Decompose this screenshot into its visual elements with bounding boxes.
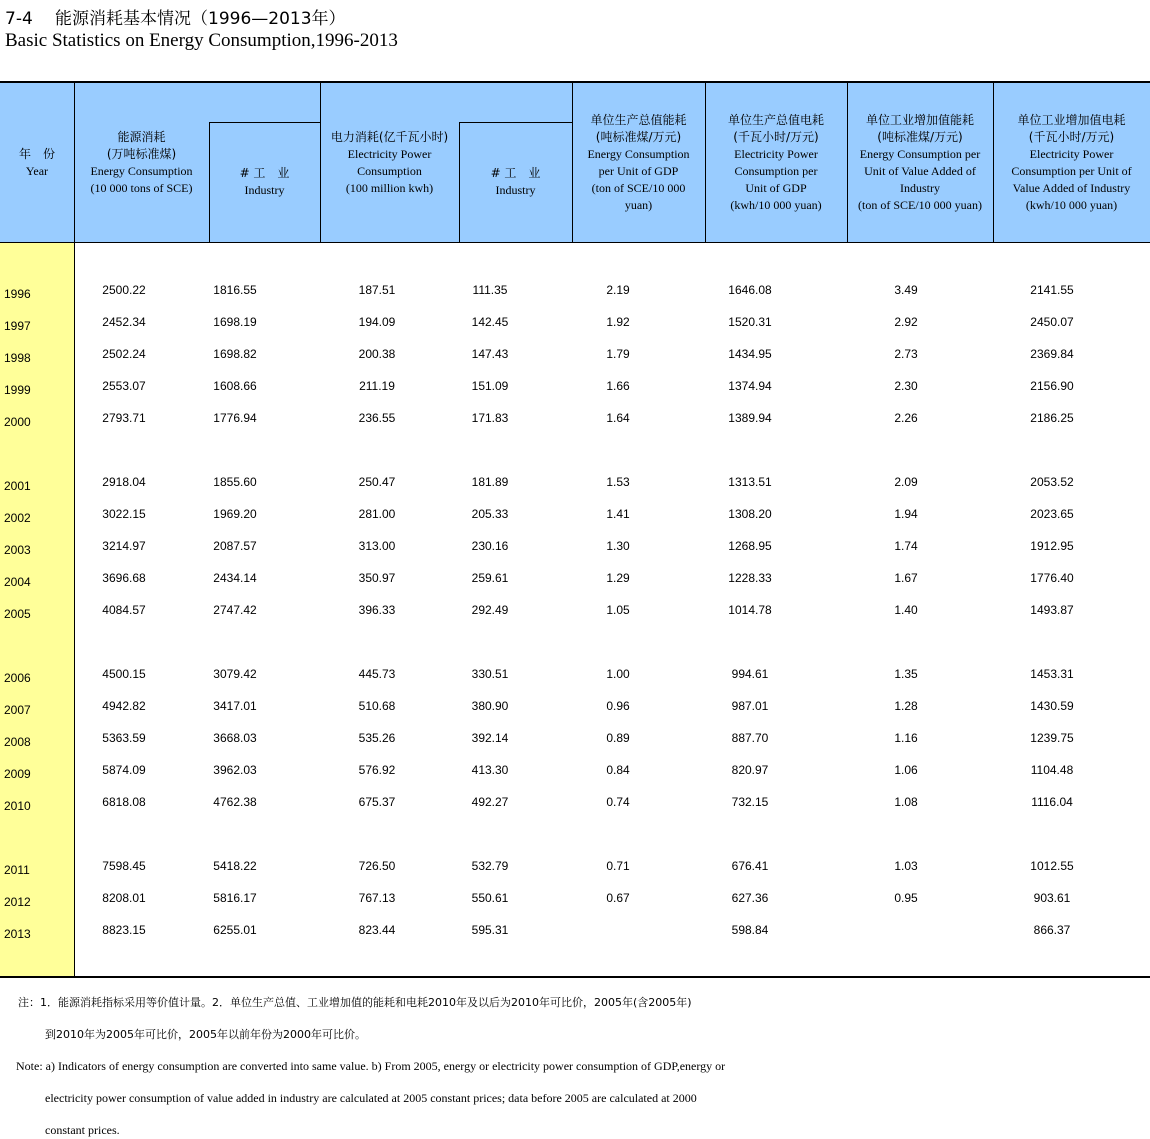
cell-year: 2010 bbox=[4, 799, 31, 813]
header-power-per-industry-en3: Value Added of Industry bbox=[1012, 180, 1131, 195]
cell-year: 1997 bbox=[4, 319, 31, 333]
cell-energy-per-industry: 2.09 bbox=[894, 475, 918, 489]
table-row bbox=[0, 537, 1150, 557]
header-energy-industry-cn: # 工 业 bbox=[239, 166, 290, 180]
cell-energy-per-industry: 3.49 bbox=[894, 283, 918, 297]
cell-year: 2005 bbox=[4, 607, 31, 621]
cell-power-per-industry: 2053.52 bbox=[1030, 475, 1074, 489]
table-row bbox=[0, 313, 1150, 333]
cell-power-per-industry: 1116.04 bbox=[1031, 795, 1073, 809]
header-power-per-industry-en1: Electricity Power bbox=[1029, 146, 1114, 161]
cell-power-industry: 550.61 bbox=[471, 891, 509, 905]
header-energy bbox=[74, 83, 209, 242]
header-bottom-rule bbox=[0, 242, 1150, 243]
header-energy-per-gdp bbox=[572, 83, 705, 242]
header-power-per-industry-en2: Consumption per Unit of bbox=[1011, 163, 1132, 178]
cell-power-per-industry: 2141.55 bbox=[1030, 283, 1074, 297]
header-power-en: Electricity Power bbox=[347, 146, 432, 161]
cell-energy-per-industry: 1.67 bbox=[894, 571, 918, 585]
cell-energy-per-gdp: 1.41 bbox=[606, 507, 630, 521]
cell-energy: 2500.22 bbox=[102, 283, 146, 297]
table-row bbox=[0, 601, 1150, 621]
cell-year: 1999 bbox=[4, 383, 31, 397]
cell-energy-industry: 5816.17 bbox=[213, 891, 257, 905]
table-row bbox=[0, 505, 1150, 525]
cell-power-per-gdp: 1646.08 bbox=[728, 283, 772, 297]
cell-power-per-gdp: 1313.51 bbox=[728, 475, 772, 489]
cell-power: 236.55 bbox=[358, 411, 396, 425]
cell-power-per-gdp: 1520.31 bbox=[728, 315, 772, 329]
cell-power-industry: 151.09 bbox=[471, 379, 509, 393]
cell-power-per-industry: 1239.75 bbox=[1030, 731, 1074, 745]
cell-energy: 8208.01 bbox=[102, 891, 146, 905]
cell-power: 194.09 bbox=[358, 315, 396, 329]
cell-year: 2011 bbox=[4, 863, 30, 877]
table-title-cn bbox=[5, 4, 346, 29]
cell-energy-per-gdp: 1.92 bbox=[606, 315, 630, 329]
cell-power-industry: 492.27 bbox=[471, 795, 509, 809]
table-row bbox=[0, 729, 1150, 749]
cell-year: 2002 bbox=[4, 511, 31, 525]
cell-energy: 2793.71 bbox=[102, 411, 146, 425]
cell-power: 767.13 bbox=[358, 891, 396, 905]
cell-energy-per-gdp: 0.74 bbox=[606, 795, 630, 809]
cell-power-per-gdp: 1434.95 bbox=[728, 347, 772, 361]
header-energy-per-gdp-en1: Energy Consumption bbox=[587, 146, 690, 161]
table-row bbox=[0, 921, 1150, 941]
header-power-per-gdp-en3: Unit of GDP bbox=[745, 180, 807, 195]
cell-energy-per-gdp: 1.00 bbox=[606, 667, 630, 681]
header-power-per-gdp-cn: 单位生产总值电耗 bbox=[727, 112, 824, 127]
header-power-cn: 电力消耗(亿千瓦小时) bbox=[330, 129, 449, 144]
cell-energy-per-industry: 1.74 bbox=[894, 539, 918, 553]
header-power-per-industry-unit-cn: (千瓦小时/万元) bbox=[1028, 129, 1115, 144]
cell-power: 211.19 bbox=[359, 379, 395, 393]
header-power-per-industry-en4: (kwh/10 000 yuan) bbox=[1025, 197, 1118, 212]
table-title-en: Basic Statistics on Energy Consumption,1996-2013 bbox=[5, 30, 398, 51]
cell-power-per-industry: 1012.55 bbox=[1030, 859, 1074, 873]
header-energy-industry bbox=[209, 122, 320, 242]
header-energy-unit-en: (10 000 tons of SCE) bbox=[90, 180, 193, 195]
cell-energy-industry: 1698.19 bbox=[213, 315, 257, 329]
cell-energy: 3022.15 bbox=[102, 507, 146, 521]
cell-power-industry: 147.43 bbox=[471, 347, 509, 361]
cell-energy-per-industry: 1.03 bbox=[894, 859, 918, 873]
header-energy-per-industry bbox=[847, 83, 993, 242]
cell-energy-per-gdp: 2.19 bbox=[606, 283, 630, 297]
cell-energy-industry: 5418.22 bbox=[213, 859, 257, 873]
cell-energy-per-gdp: 1.30 bbox=[606, 539, 630, 553]
cell-power-industry: 230.16 bbox=[471, 539, 509, 553]
header-power-en2: Consumption bbox=[357, 163, 422, 178]
note-en-line-2: electricity power consumption of value added in industry are calculated at 2005 constant prices; data before 2005 are calculated at 2000 bbox=[45, 1091, 697, 1105]
cell-power-per-industry: 1776.40 bbox=[1030, 571, 1074, 585]
cell-power-industry: 259.61 bbox=[471, 571, 509, 585]
cell-energy-per-industry: 2.26 bbox=[894, 411, 918, 425]
cell-energy: 4500.15 bbox=[102, 667, 146, 681]
note-cn-line-2: 到2010年为2005年可比价，2005年以前年份为2000年可比价。 bbox=[45, 1028, 366, 1041]
cell-power-per-gdp: 1268.95 bbox=[728, 539, 772, 553]
cell-energy-per-gdp: 0.84 bbox=[606, 763, 630, 777]
cell-year: 2001 bbox=[4, 479, 31, 493]
table-row bbox=[0, 697, 1150, 717]
cell-power-per-gdp: 987.01 bbox=[731, 699, 769, 713]
cell-power-industry: 413.30 bbox=[471, 763, 509, 777]
cell-energy-per-industry: 1.06 bbox=[894, 763, 918, 777]
cell-power: 187.51 bbox=[358, 283, 396, 297]
cell-energy-per-industry: 1.94 bbox=[894, 507, 918, 521]
table-row bbox=[0, 409, 1150, 429]
header-energy-industry-en: Industry bbox=[244, 183, 285, 197]
cell-power-industry: 595.31 bbox=[471, 923, 509, 937]
cell-power-industry: 292.49 bbox=[471, 603, 509, 617]
cell-energy-industry: 3668.03 bbox=[213, 731, 257, 745]
cell-energy: 8823.15 bbox=[102, 923, 146, 937]
cell-year: 1996 bbox=[4, 287, 31, 301]
cell-power-industry: 111.35 bbox=[472, 283, 508, 297]
header-energy-per-industry-en3: Industry bbox=[900, 180, 940, 195]
cell-year: 1998 bbox=[4, 351, 31, 365]
cell-year: 2003 bbox=[4, 543, 31, 557]
cell-energy-per-gdp: 1.66 bbox=[606, 379, 630, 393]
header-energy-per-gdp-en3: (ton of SCE/10 000 bbox=[591, 180, 686, 195]
header-energy-per-industry-en1: Energy Consumption per bbox=[859, 146, 981, 161]
cell-power-per-gdp: 627.36 bbox=[731, 891, 769, 905]
cell-energy: 4084.57 bbox=[102, 603, 146, 617]
cell-power-per-industry: 1453.31 bbox=[1030, 667, 1074, 681]
cell-energy-per-gdp: 1.29 bbox=[606, 571, 630, 585]
table-row bbox=[0, 281, 1150, 301]
table-row bbox=[0, 345, 1150, 365]
cell-energy-industry: 4762.38 bbox=[213, 795, 257, 809]
header-power-industry bbox=[459, 122, 572, 242]
header-power-per-gdp-unit-cn: (千瓦小时/万元) bbox=[733, 129, 819, 144]
cell-power-per-gdp: 1228.33 bbox=[728, 571, 772, 585]
cell-power: 675.37 bbox=[358, 795, 396, 809]
table-row bbox=[0, 857, 1150, 877]
cell-year: 2006 bbox=[4, 671, 31, 685]
header-power-per-industry bbox=[993, 83, 1150, 242]
cell-energy: 2452.34 bbox=[102, 315, 146, 329]
header-energy-per-industry-cn: 单位工业增加值能耗 bbox=[865, 112, 974, 127]
header-energy-unit-cn: (万吨标准煤) bbox=[106, 146, 177, 161]
cell-energy-per-gdp: 0.71 bbox=[606, 859, 630, 873]
cell-energy-industry: 2434.14 bbox=[213, 571, 257, 585]
cell-power-per-industry: 866.37 bbox=[1033, 923, 1071, 937]
cell-energy-per-industry: 2.92 bbox=[894, 315, 918, 329]
header-power-industry-en: Industry bbox=[495, 183, 536, 197]
cell-power-industry: 392.14 bbox=[471, 731, 509, 745]
cell-energy: 6818.08 bbox=[102, 795, 146, 809]
cell-power-per-gdp: 1374.94 bbox=[728, 379, 772, 393]
cell-energy-industry: 1698.82 bbox=[213, 347, 257, 361]
cell-energy-per-industry: 0.95 bbox=[894, 891, 918, 905]
cell-energy-per-gdp: 0.89 bbox=[606, 731, 630, 745]
cell-power: 576.92 bbox=[358, 763, 396, 777]
cell-power-per-gdp: 1014.78 bbox=[728, 603, 772, 617]
cell-power-per-gdp: 994.61 bbox=[731, 667, 769, 681]
header-power-industry-cn: # 工 业 bbox=[490, 166, 541, 180]
cell-power-per-gdp: 820.97 bbox=[731, 763, 769, 777]
header-power-per-gdp-en2: Consumption per bbox=[734, 163, 818, 178]
header-energy-per-gdp-en4: yuan) bbox=[624, 197, 653, 212]
cell-energy: 5363.59 bbox=[102, 731, 146, 745]
cell-energy-per-gdp: 1.79 bbox=[606, 347, 630, 361]
table-title-cn-text: 能源消耗基本情况（1996—2013年） bbox=[55, 9, 346, 29]
cell-energy-industry: 1816.55 bbox=[213, 283, 257, 297]
cell-power-industry: 171.83 bbox=[471, 411, 509, 425]
cell-energy-industry: 3417.01 bbox=[213, 699, 257, 713]
cell-power-per-industry: 1493.87 bbox=[1030, 603, 1074, 617]
cell-energy: 3214.97 bbox=[102, 539, 146, 553]
cell-energy-industry: 2747.42 bbox=[213, 603, 257, 617]
cell-power-per-gdp: 732.15 bbox=[731, 795, 769, 809]
cell-power: 200.38 bbox=[358, 347, 396, 361]
header-energy-en: Energy Consumption bbox=[90, 163, 193, 178]
cell-energy: 2553.07 bbox=[102, 379, 146, 393]
cell-year: 2008 bbox=[4, 735, 31, 749]
header-year-en: Year bbox=[25, 163, 49, 178]
cell-power-per-gdp: 676.41 bbox=[731, 859, 769, 873]
cell-power-per-gdp: 1389.94 bbox=[728, 411, 772, 425]
cell-power: 726.50 bbox=[358, 859, 396, 873]
cell-power-per-industry: 1430.59 bbox=[1030, 699, 1074, 713]
header-energy-per-industry-en2: Unit of Value Added of bbox=[864, 163, 976, 178]
cell-power-per-gdp: 598.84 bbox=[731, 923, 769, 937]
cell-energy-per-gdp: 0.96 bbox=[606, 699, 630, 713]
note-en-line-1: Note: a) Indicators of energy consumption are converted into same value. b) From 2005, energy or electricity power consumption of GDP,energy or bbox=[16, 1059, 726, 1073]
cell-energy-industry: 1776.94 bbox=[213, 411, 257, 425]
cell-year: 2009 bbox=[4, 767, 31, 781]
cell-power-per-industry: 903.61 bbox=[1033, 891, 1071, 905]
cell-power-per-industry: 2369.84 bbox=[1030, 347, 1074, 361]
cell-power: 510.68 bbox=[358, 699, 396, 713]
cell-energy-industry: 1855.60 bbox=[213, 475, 257, 489]
cell-year: 2013 bbox=[4, 927, 31, 941]
cell-power-industry: 142.45 bbox=[471, 315, 509, 329]
cell-power-per-gdp: 1308.20 bbox=[728, 507, 772, 521]
header-energy-per-industry-en4: (ton of SCE/10 000 yuan) bbox=[858, 197, 982, 212]
cell-year: 2004 bbox=[4, 575, 31, 589]
header-year-cn: 年 份 bbox=[18, 146, 55, 161]
cell-energy-per-industry: 2.30 bbox=[894, 379, 918, 393]
cell-energy-industry: 2087.57 bbox=[213, 539, 257, 553]
table-row bbox=[0, 889, 1150, 909]
cell-power-per-gdp: 887.70 bbox=[731, 731, 769, 745]
header-power-unit-en: (100 million kwh) bbox=[345, 180, 434, 195]
cell-power-industry: 205.33 bbox=[471, 507, 509, 521]
cell-power-per-industry: 1912.95 bbox=[1030, 539, 1074, 553]
cell-power: 250.47 bbox=[358, 475, 396, 489]
table-row bbox=[0, 569, 1150, 589]
cell-power: 350.97 bbox=[358, 571, 396, 585]
cell-energy-per-industry: 1.35 bbox=[894, 667, 918, 681]
header-power-per-gdp bbox=[705, 83, 847, 242]
cell-energy-per-gdp: 0.67 bbox=[606, 891, 630, 905]
cell-power-per-industry: 2186.25 bbox=[1030, 411, 1074, 425]
cell-energy-per-industry: 1.08 bbox=[894, 795, 918, 809]
cell-energy-per-industry: 2.73 bbox=[894, 347, 918, 361]
cell-power-industry: 380.90 bbox=[471, 699, 509, 713]
cell-energy: 2918.04 bbox=[102, 475, 146, 489]
cell-power-industry: 181.89 bbox=[471, 475, 509, 489]
cell-power: 396.33 bbox=[358, 603, 396, 617]
cell-energy: 4942.82 bbox=[102, 699, 146, 713]
table-number: 7-4 bbox=[5, 9, 33, 29]
cell-power-industry: 532.79 bbox=[471, 859, 509, 873]
header-power-per-gdp-en4: (kwh/10 000 yuan) bbox=[730, 197, 822, 212]
table-row bbox=[0, 665, 1150, 685]
cell-year: 2012 bbox=[4, 895, 31, 909]
cell-power-per-industry: 2023.65 bbox=[1030, 507, 1074, 521]
cell-energy-per-industry: 1.40 bbox=[894, 603, 918, 617]
cell-energy-industry: 3962.03 bbox=[213, 763, 257, 777]
cell-energy: 2502.24 bbox=[102, 347, 146, 361]
cell-energy-industry: 3079.42 bbox=[213, 667, 257, 681]
header-power-per-industry-cn: 单位工业增加值电耗 bbox=[1017, 112, 1126, 127]
note-en-line-3: constant prices. bbox=[45, 1123, 120, 1137]
cell-power-industry: 330.51 bbox=[471, 667, 509, 681]
cell-energy-industry: 6255.01 bbox=[213, 923, 257, 937]
cell-energy-industry: 1969.20 bbox=[213, 507, 257, 521]
cell-power: 535.26 bbox=[358, 731, 396, 745]
header-energy-per-gdp-cn: 单位生产总值能耗 bbox=[590, 112, 687, 127]
cell-energy-per-industry: 1.28 bbox=[894, 699, 918, 713]
table-row bbox=[0, 793, 1150, 813]
cell-energy-per-gdp: 1.53 bbox=[606, 475, 630, 489]
cell-energy-industry: 1608.66 bbox=[213, 379, 257, 393]
cell-energy-per-industry: 1.16 bbox=[894, 731, 918, 745]
header-energy-per-gdp-unit-cn: (吨标准煤/万元) bbox=[595, 129, 682, 144]
cell-energy: 3696.68 bbox=[102, 571, 146, 585]
table-row bbox=[0, 377, 1150, 397]
cell-power: 823.44 bbox=[358, 923, 396, 937]
cell-energy-per-gdp: 1.64 bbox=[606, 411, 630, 425]
note-cn-line-1: 注：1．能源消耗指标采用等价值计量。2．单位生产总值、工业增加值的能耗和电耗2010年及以后为2010年可比价，2005年(含2005年) bbox=[18, 996, 692, 1009]
cell-power-per-industry: 2450.07 bbox=[1030, 315, 1074, 329]
cell-power: 281.00 bbox=[358, 507, 396, 521]
cell-year: 2007 bbox=[4, 703, 31, 717]
cell-energy: 7598.45 bbox=[102, 859, 146, 873]
table-row bbox=[0, 473, 1150, 493]
header-power-per-gdp-en1: Electricity Power bbox=[734, 146, 818, 161]
header-year bbox=[0, 83, 74, 242]
cell-power: 313.00 bbox=[358, 539, 396, 553]
cell-year: 2000 bbox=[4, 415, 31, 429]
cell-power-per-industry: 2156.90 bbox=[1030, 379, 1074, 393]
header-energy-cn: 能源消耗 bbox=[117, 129, 166, 144]
cell-power-per-industry: 1104.48 bbox=[1030, 763, 1074, 777]
header-power bbox=[320, 83, 459, 242]
cell-power: 445.73 bbox=[358, 667, 396, 681]
table-row bbox=[0, 761, 1150, 781]
bottom-rule bbox=[0, 976, 1150, 978]
cell-energy-per-gdp: 1.05 bbox=[606, 603, 630, 617]
cell-energy: 5874.09 bbox=[102, 763, 146, 777]
header-energy-per-gdp-en2: per Unit of GDP bbox=[598, 163, 679, 178]
header-energy-per-industry-unit-cn: (吨标准煤/万元) bbox=[877, 129, 963, 144]
